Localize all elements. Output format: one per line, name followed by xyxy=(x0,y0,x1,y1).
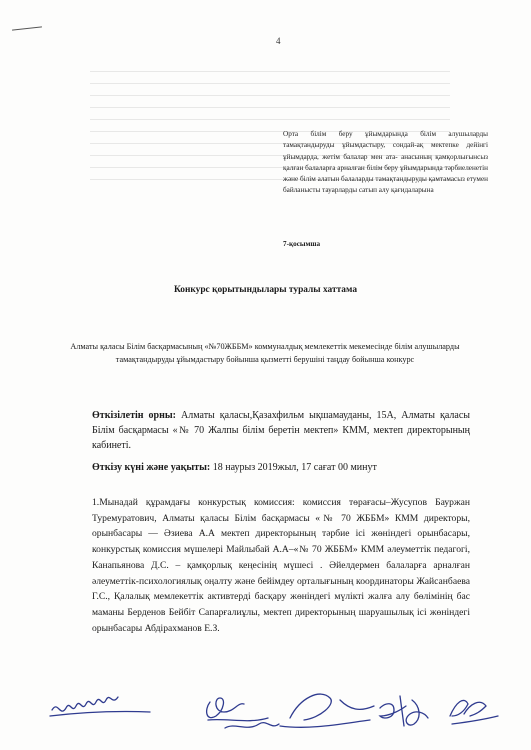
time-label: Өткізу күні және уақыты: xyxy=(92,462,211,473)
signature-2 xyxy=(207,698,279,728)
time-text: 18 наурыз 2019жыл, 17 сағат 00 минут xyxy=(210,462,377,473)
handwritten-signatures xyxy=(40,680,510,740)
signature-1 xyxy=(50,697,150,716)
header-block-text: Орта білім беру ұйымдарында білім алушыларды тамақтандыруды ұйымдастыру, сондай-ақ мектепке дейінгі ұйымдарда, жетім балалар мен ата- анасының қамқорлығынсыз қалған балаларға арналған білім беру ұйымдарында тәрбиеленетін және білім алатын балаларды тамақтандыруды қамтамасыз етумен байланысты тауарларды сатып алу қағидаларына xyxy=(283,130,488,195)
signature-5 xyxy=(450,700,498,724)
place-label: Өткізілетін орны: xyxy=(92,410,177,421)
corner-mark xyxy=(12,26,42,30)
header-block xyxy=(283,129,488,197)
signature-4 xyxy=(380,696,428,726)
place-paragraph xyxy=(92,408,470,454)
page-number: 4 xyxy=(276,36,281,46)
place-text: Алматы қаласы,Қазахфильм ықшамауданы, 15А, Алматы қаласы Білім басқармасы «№ 70 Жалпы білім беретін мектеп» КММ, мектеп директорының кабинеті. xyxy=(92,410,470,452)
signature-3 xyxy=(280,694,374,727)
document-subtitle: Алматы қаласы Білім басқармасының «№70ЖББМ» коммуналдық мемлекеттік мекемесінде білім алушыларды тамақтандыруды ұйымдастыру бойынша қызметті берушіні таңдау бойынша конкурс xyxy=(70,342,460,364)
document-title: Конкурс қорытындылары туралы хаттама xyxy=(173,285,358,295)
time-paragraph xyxy=(92,460,470,475)
commission-paragraph: 1.Мынадай құрамдағы конкурстық комиссия: комиссия төрағасы–Жусупов Бауржан Туремуратович, Алматы қаласы Білім басқармасы «№ 70 ЖББМ» КММ директоры, орынбасары — Әзиева А.А мектеп директорының тәрбие ісі жөніндегі орынбасары, конкурстық комиссия мүшелері Майлыбай А.А–«№ 70 ЖББМ» КММ әлеуметтік педагогі, Канапьянова Д.С. – қамқорлық кеңесінің мүшесі . Әйелдермен балаларға арналған әлеуметтік-психологиялық оңалту және бейімдеу орталығының координаторы Жайсанбаева Г.С., Қалалық мемлекеттік активтерді басқару жөніндегі мүлікті жалға алу бөлімінің бас маманы Берденов Бейбіт Сапарғалиұлы, мектеп директорының шаруашылық ісі жөніндегі орынбасары Абдірахманов Е.З. xyxy=(92,497,470,634)
signatures-area xyxy=(40,680,510,740)
appendix-label: 7-қосымша xyxy=(283,240,321,248)
